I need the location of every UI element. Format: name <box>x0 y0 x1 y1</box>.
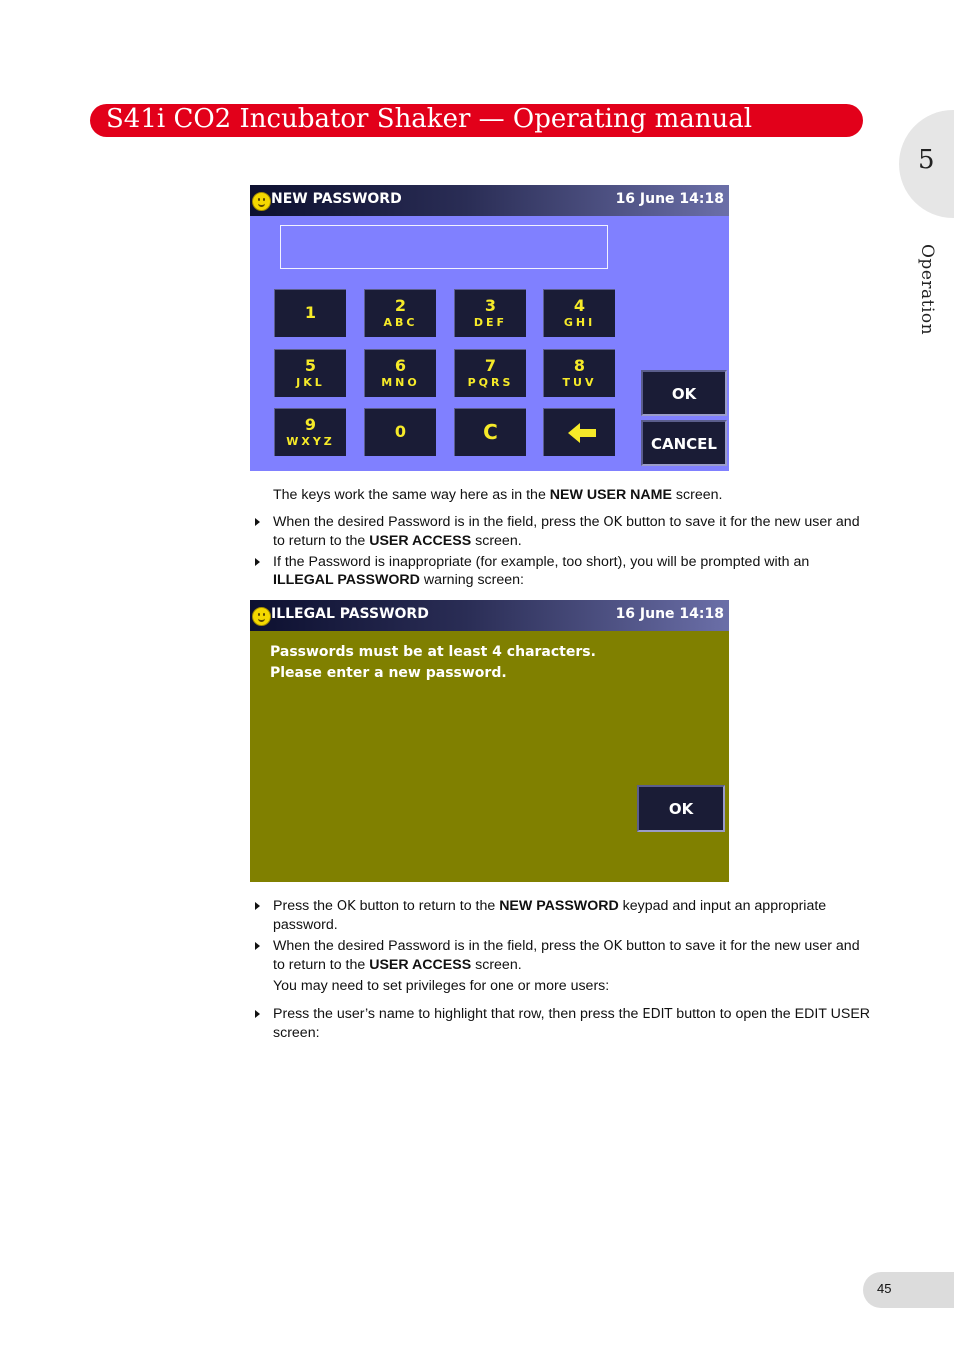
text: button to save it for the new user and to return to the <box>273 938 860 973</box>
page-number: 45 <box>877 1281 892 1296</box>
manual-title: S41i CO2 Incubator Shaker — Operating manual <box>106 104 753 134</box>
key-digit: 6 <box>394 356 407 375</box>
key-digit: 8 <box>573 356 586 375</box>
key-7[interactable] <box>454 349 526 397</box>
text: Press the user’s name to highlight that row, then press the <box>273 1006 643 1022</box>
text: The keys work the same way here as in the <box>273 487 550 503</box>
ok-button[interactable]: OK <box>637 785 725 832</box>
header-banner <box>90 104 863 137</box>
illegal-password-screen <box>250 600 729 882</box>
screen-title: NEW PASSWORD <box>271 191 402 207</box>
key-letters: DEF <box>473 316 508 329</box>
paragraph-privileges: You may need to set privileges for one or more users: <box>273 978 610 994</box>
text: button to save it for the new user and to return to the <box>273 514 860 549</box>
bullet-arrow-icon <box>255 902 260 910</box>
text: button to return to the <box>355 898 500 914</box>
key-letters: PQRS <box>467 376 514 389</box>
text: button to open the EDIT USER screen: <box>273 1006 871 1041</box>
bold-text: NEW USER NAME <box>549 487 672 503</box>
bullet-illegal-password <box>273 553 873 589</box>
bullet-arrow-icon <box>255 1010 260 1018</box>
screen-header <box>250 600 729 631</box>
key-0[interactable] <box>364 408 436 456</box>
key-4[interactable] <box>543 289 615 337</box>
new-password-screen <box>250 185 729 471</box>
key-digit: 2 <box>394 296 407 315</box>
key-digit: 5 <box>304 356 317 375</box>
left-arrow-icon <box>544 409 616 457</box>
bullet-edit-user <box>273 1005 873 1042</box>
text: screen. <box>471 957 522 973</box>
bullet-arrow-icon <box>255 942 260 950</box>
text: Press the <box>273 898 337 914</box>
key-letters: TUV <box>562 376 597 389</box>
key-5[interactable] <box>274 349 346 397</box>
key-letters: WXYZ <box>286 435 335 448</box>
screen-date: 16 June 14:18 <box>615 606 724 622</box>
bullet-return-keypad <box>273 897 873 934</box>
key-3[interactable] <box>454 289 526 337</box>
key-digit: C <box>483 420 498 444</box>
bullet-save-password <box>273 513 873 550</box>
text: If the Password is inappropriate (for example, too short), you will be prompted with an <box>273 554 810 570</box>
chapter-label: Operation <box>917 244 937 336</box>
warning-message-line1: Passwords must be at least 4 characters. <box>270 644 596 660</box>
screen-date: 16 June 14:18 <box>615 191 724 207</box>
key-1[interactable] <box>274 289 346 337</box>
smiley-icon <box>252 607 271 626</box>
text: When the desired Password is in the field, press the <box>273 514 604 530</box>
key-backspace[interactable] <box>543 408 615 456</box>
key-letters: JKL <box>296 376 325 389</box>
text: keypad and input an appropriate password. <box>273 898 827 933</box>
key-letters: ABC <box>383 316 418 329</box>
text: screen. <box>471 533 522 549</box>
key-letters: GHI <box>563 316 596 329</box>
key-9[interactable] <box>274 408 346 456</box>
code-text: OK <box>336 899 356 914</box>
key-digit: 3 <box>484 296 497 315</box>
bullet-arrow-icon <box>255 518 260 526</box>
key-2[interactable] <box>364 289 436 337</box>
text: When the desired Password is in the field, press the <box>273 938 604 954</box>
key-6[interactable] <box>364 349 436 397</box>
bold-text: ILLEGAL PASSWORD <box>273 572 420 588</box>
screen-header <box>250 185 729 216</box>
ok-button[interactable]: OK <box>641 370 727 416</box>
key-8[interactable] <box>543 349 615 397</box>
code-text: OK <box>603 515 623 530</box>
bullet-arrow-icon <box>255 558 260 566</box>
bold-text: USER ACCESS <box>369 533 472 549</box>
warning-message-line2: Please enter a new password. <box>270 665 507 681</box>
bold-text: USER ACCESS <box>369 957 472 973</box>
smiley-icon <box>252 192 271 211</box>
text: warning screen: <box>419 572 524 588</box>
paragraph-keys <box>273 486 873 504</box>
code-text: OK <box>603 939 623 954</box>
text: screen. <box>671 487 723 503</box>
bullet-save-password-2 <box>273 937 873 974</box>
bold-text: NEW PASSWORD <box>499 898 619 914</box>
code-text: EDIT <box>642 1007 673 1022</box>
chapter-number: 5 <box>918 145 935 175</box>
key-digit: 0 <box>394 422 407 441</box>
key-digit: 9 <box>304 415 317 434</box>
key-digit: 7 <box>484 356 497 375</box>
password-input[interactable] <box>280 225 608 269</box>
screen-title: ILLEGAL PASSWORD <box>271 606 429 622</box>
key-digit: 4 <box>573 296 586 315</box>
key-clear[interactable] <box>454 408 526 456</box>
cancel-button[interactable]: CANCEL <box>641 420 727 466</box>
key-letters: MNO <box>381 376 420 389</box>
key-digit: 1 <box>304 303 317 322</box>
